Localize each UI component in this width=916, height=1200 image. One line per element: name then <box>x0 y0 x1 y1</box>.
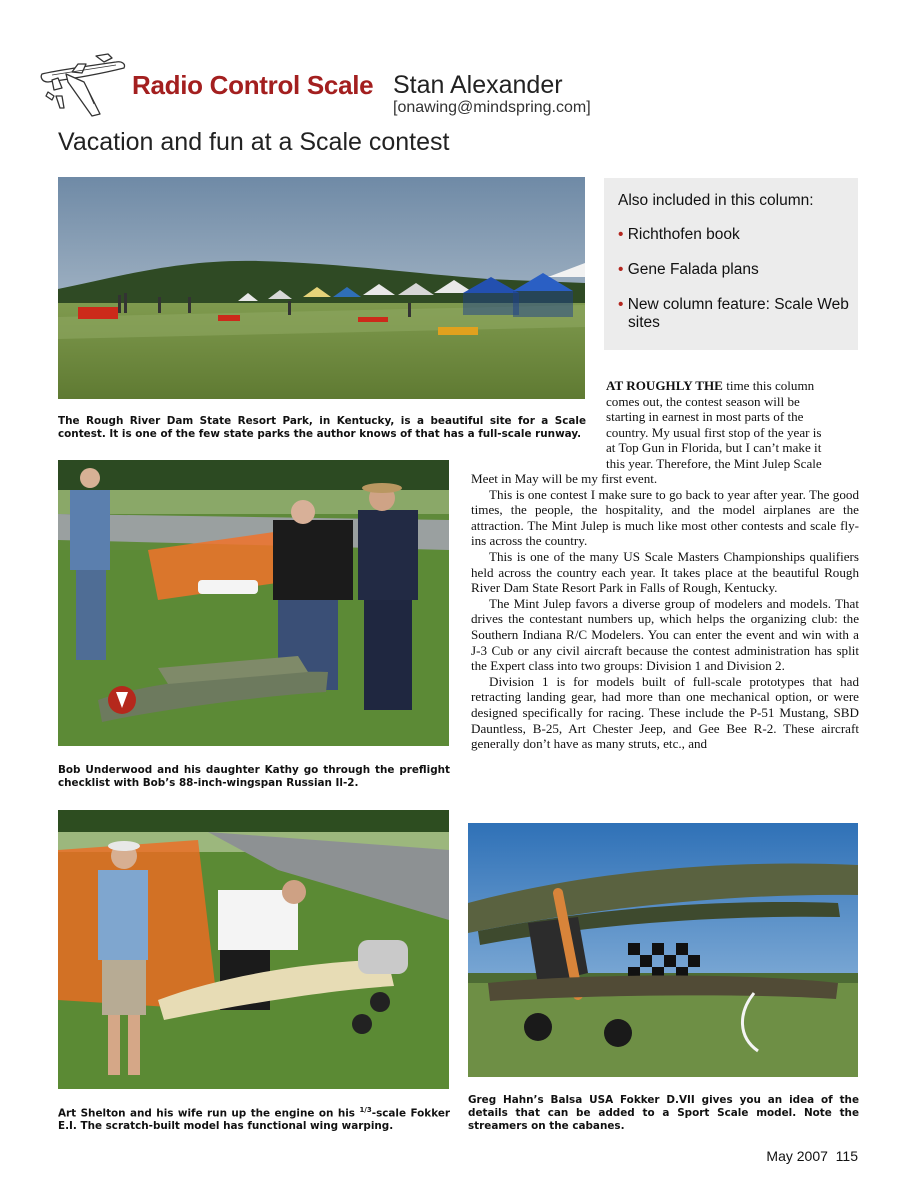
article-intro-line: this year. Therefore, the Mint Julep Scale <box>606 455 822 471</box>
sidebar-item: • Gene Falada plans <box>618 261 759 278</box>
article-body <box>471 471 859 752</box>
caption-contest-field: The Rough River Dam State Resort Park, in Kentucky, is a beautiful site for a Scale contest. It is one of the few state parks the author knows of that has a full-scale runway. <box>58 415 586 440</box>
article-lead-in: AT ROUGHLY THE <box>606 378 723 393</box>
scale-fraction: 1/3 <box>359 1106 372 1114</box>
bullet-icon: • <box>618 261 628 278</box>
article-intro-column <box>606 378 858 472</box>
contest-field-photo <box>58 177 585 399</box>
caption-fokker-dvii: Greg Hahn’s Balsa USA Fokker D.VII gives you an idea of the details that can be added to a Sport Scale model. Note the streamers on the cabanes. <box>468 1094 859 1132</box>
sidebar-item: • Richthofen book <box>618 226 740 243</box>
fokker-ei-engine-photo <box>58 810 449 1089</box>
preflight-checklist-photo <box>58 460 449 746</box>
sidebar-list <box>618 226 850 349</box>
bullet-icon: • <box>618 296 628 313</box>
issue-date: May 2007 <box>766 1148 828 1164</box>
article-paragraph: This is one contest I make sure to go back to year after year. The good times, the people, the hospitality, and the model airplanes are the attraction. The Mint Julep is much like most other contests and scale fly-ins across the country. <box>471 486 859 549</box>
article-intro-tail: Meet in May will be my first event. <box>471 471 658 486</box>
author-name: Stan Alexander <box>393 71 563 99</box>
article-intro-line: country. My usual first stop of the year is <box>606 424 822 440</box>
article-intro-line: at Top Gun in Florida, but I can’t make it <box>606 440 822 456</box>
sidebar-item: • New column feature: Scale Web sites <box>618 296 849 331</box>
article-headline: Vacation and fun at a Scale contest <box>58 128 450 156</box>
fokker-dvii-photo <box>468 823 858 1077</box>
caption-preflight: Bob Underwood and his daughter Kathy go through the preflight checklist with Bob’s 88-inch-wingspan Russian Il-2. <box>58 764 450 789</box>
airplane-logo-icon <box>38 52 130 126</box>
article-paragraph: The Mint Julep favors a diverse group of modelers and models. That drives the contestant numbers up, which helps the organizing club: the Southern Indiana R/C Modelers. You can enter the event and win with a J-3 Cub or any civil aircraft because the contest administration has split the Expert class into two groups: Division 1 and Division 2. <box>471 595 859 674</box>
caption-fokker-ei: Art Shelton and his wife run up the engine on his $^{1/3}$-scale Fokker E.I. The scratch-built model has functional wing warping. <box>58 1106 450 1133</box>
page-number: 115 <box>835 1148 858 1164</box>
author-email: [onawing@mindspring.com] <box>393 99 591 116</box>
article-intro-line: time this column <box>726 378 815 393</box>
sidebar-title: Also included in this column: <box>618 192 814 209</box>
article-paragraph: This is one of the many US Scale Masters Championships qualifiers held across the country each year. It takes place at the beautiful Rough River Dam State Resort Park in Falls of Rough, Kentucky. <box>471 548 859 596</box>
article-intro-line: starting in earnest in most parts of the <box>606 409 804 425</box>
article-paragraph: Division 1 is for models built of full-scale prototypes that had retracting landing gear, had more than one mechanical option, or were designed specifically for racing. These include the P-51 Mustang, SBD Dauntless, B-25, Art Chester Jeep, and Gee Bee R-2. These aircraft generally don’t have as many struts, etc., and <box>471 673 859 752</box>
bullet-icon: • <box>618 226 628 243</box>
article-intro-line: comes out, the contest season will be <box>606 393 800 409</box>
sidebar-box <box>604 178 858 350</box>
page-folio <box>766 1148 858 1164</box>
column-title: Radio Control Scale <box>132 70 374 100</box>
